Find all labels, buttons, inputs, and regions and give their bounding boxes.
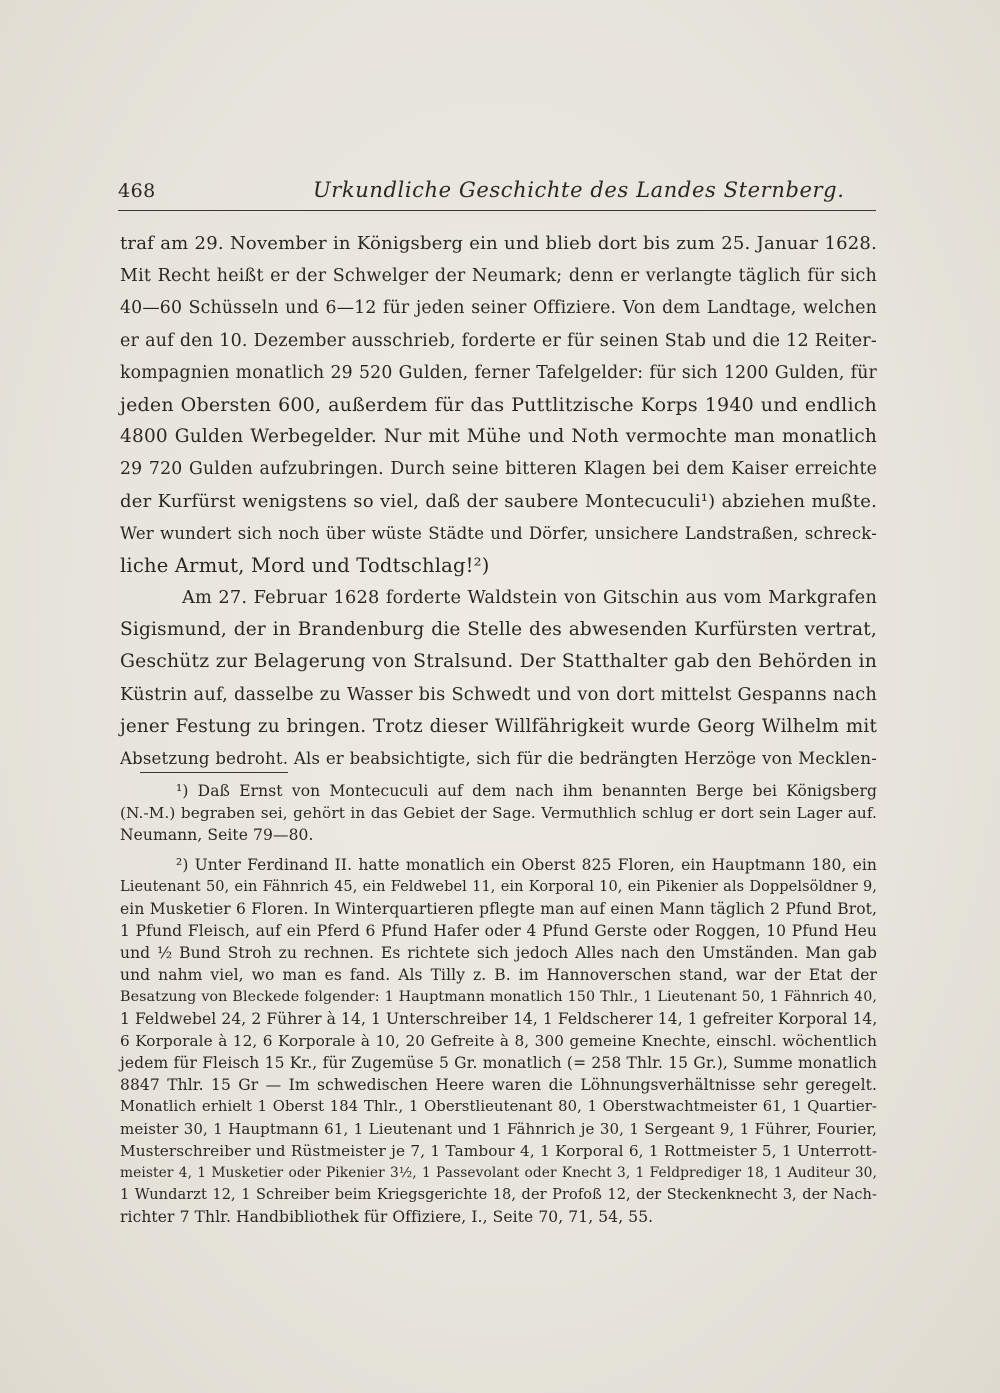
text-line: Küstrin auf, dasselbe zu Wasser bis Schwedt und von dort mittelst Gespanns nach	[120, 684, 877, 705]
text-line: 40—60 Schüsseln und 6—12 für jeden seiner Offiziere. Von dem Landtage, welchen	[120, 298, 877, 319]
text-line: jeden Obersten 600, außerdem für das Puttlitzische Korps 1940 und endlich	[120, 393, 877, 416]
footnote-line: Besatzung von Bleckede folgender: 1 Hauptmann monatlich 150 Thlr., 1 Lieutenant 50, 1 Fähnrich 40,	[120, 989, 877, 1005]
footnote-line: meister 4, 1 Musketier oder Pikenier 3½, 1 Passevolant oder Knecht 3, 1 Feldprediger 18, 1 Auditeur 30,	[120, 1165, 877, 1181]
text-line: Mit Recht heißt er der Schwelger der Neumark; denn er verlangte täglich für sich	[120, 266, 877, 287]
footnote-line: (N.-M.) begraben sei, gehört in das Gebiet der Sage. Vermuthlich schlug er dort sein Lager auf.	[120, 804, 877, 822]
footnote-line: 6 Korporale à 12, 6 Korporale à 10, 20 Gefreite à 8, 300 gemeine Knechte, einschl. wöchentlich	[120, 1032, 877, 1050]
text-line: traf am 29. November in Königsberg ein und blieb dort bis zum 25. Januar 1628.	[120, 233, 877, 254]
footnote-line: jedem für Fleisch 15 Kr., für Zugemüse 5 Gr. monatlich (= 258 Thlr. 15 Gr.), Summe monatlich	[120, 1054, 877, 1072]
footnotes	[120, 780, 877, 1228]
text-line: Absetzung bedroht. Als er beabsichtigte, sich für die bedrängten Herzöge von Mecklen-	[120, 749, 877, 768]
footnote-line: meister 30, 1 Hauptmann 61, 1 Lieutenant und 1 Fähnrich je 30, 1 Sergeant 9, 1 Führer, Fourier,	[120, 1120, 877, 1138]
footnote-line: Monatlich erhielt 1 Oberst 184 Thlr., 1 Oberstlieutenant 80, 1 Oberstwachtmeister 61, 1 Quartier-	[120, 1098, 877, 1115]
footnote-line: ²) Unter Ferdinand II. hatte monatlich ein Oberst 825 Floren, ein Hauptmann 180, ein	[176, 856, 877, 874]
text-line: der Kurfürst wenigstens so viel, daß der saubere Montecuculi¹) abziehen mußte.	[120, 490, 877, 512]
running-title: Urkundliche Geschichte des Landes Sternberg.	[313, 178, 845, 202]
page-header	[118, 178, 876, 211]
footnote-line: richter 7 Thlr. Handbibliothek für Offiziere, I., Seite 70, 71, 54, 55.	[120, 1208, 654, 1226]
footnote-line: Musterschreiber und Rüstmeister je 7, 1 Tambour 4, 1 Korporal 6, 1 Rottmeister 5, 1 Unterrott-	[120, 1142, 877, 1160]
footnote-line: ein Musketier 6 Floren. In Winterquartieren pflegte man auf einen Mann täglich 2 Pfund Brot,	[120, 900, 877, 918]
footnote-line: Lieutenant 50, ein Fähnrich 45, ein Feldwebel 11, ein Korporal 10, ein Pikenier als Doppelsöldner 9,	[120, 879, 877, 895]
text-line: jener Festung zu bringen. Trotz dieser Willfährigkeit wurde Georg Wilhelm mit	[120, 715, 877, 737]
footnote-divider	[140, 772, 288, 773]
footnote-line: ¹) Daß Ernst von Montecuculi auf dem nach ihm benannten Berge bei Königsberg	[176, 782, 877, 800]
footnote-line: 1 Pfund Fleisch, auf ein Pferd 6 Pfund Hafer oder 4 Pfund Gerste oder Roggen, 10 Pfund Heu	[120, 922, 877, 940]
footnote-line: 1 Feldwebel 24, 2 Führer à 14, 1 Unterschreiber 14, 1 Feldscherer 14, 1 gefreiter Korporal 14,	[120, 1010, 878, 1028]
text-line: Wer wundert sich noch über wüste Städte und Dörfer, unsichere Landstraßen, schreck-	[120, 523, 877, 543]
text-line: 4800 Gulden Werbegelder. Nur mit Mühe und Noth vermochte man monatlich	[120, 426, 877, 448]
footnote-line: 8847 Thlr. 15 Gr — Im schwedischen Heere waren die Löhnungsverhältnisse sehr geregelt.	[120, 1076, 877, 1094]
text-line: er auf den 10. Dezember ausschrieb, forderte er für seinen Stab und die 12 Reiter-	[120, 330, 877, 351]
main-text	[120, 228, 877, 775]
footnote-line: Neumann, Seite 79—80.	[120, 826, 314, 844]
text-line: kompagnien monatlich 29 520 Gulden, ferner Tafelgelder: für sich 1200 Gulden, für	[120, 362, 877, 383]
page-number: 468	[118, 180, 156, 202]
text-line: Geschütz zur Belagerung von Stralsund. Der Statthalter gab den Behörden in	[120, 651, 877, 673]
text-line: Am 27. Februar 1628 forderte Waldstein von Gitschin aus vom Markgrafen	[182, 588, 877, 609]
footnote-line: 1 Wundarzt 12, 1 Schreiber beim Kriegsgerichte 18, der Profoß 12, der Steckenknecht 3, der Nach-	[120, 1187, 877, 1203]
footnote-line: und ½ Bund Stroh zu rechnen. Es richtete sich jedoch Alles nach den Umständen. Man gab	[120, 944, 877, 962]
footnote-line: und nahm viel, wo man es fand. Als Tilly z. B. im Hannoverschen stand, war der Etat der	[120, 966, 877, 984]
text-line: 29 720 Gulden aufzubringen. Durch seine bitteren Klagen bei dem Kaiser erreichte	[120, 459, 877, 480]
text-line: liche Armut, Mord und Todtschlag!²)	[120, 553, 490, 577]
text-line: Sigismund, der in Brandenburg die Stelle des abwesenden Kurfürsten vertrat,	[120, 619, 877, 641]
